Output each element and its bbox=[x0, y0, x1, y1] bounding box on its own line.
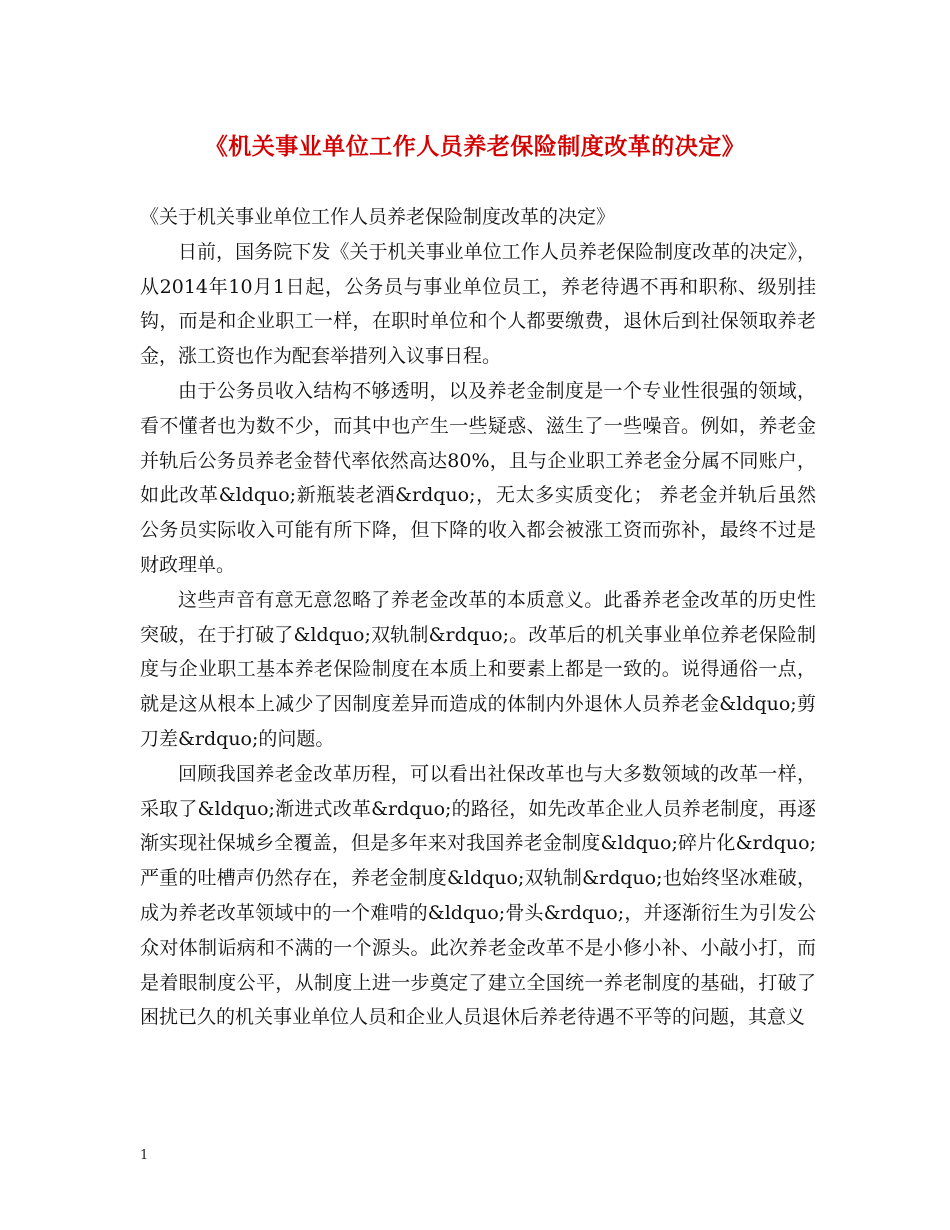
document-subtitle: 《关于机关事业单位工作人员养老保险制度改革的决定》 bbox=[140, 206, 616, 228]
paragraph: 日前，国务院下发《关于机关事业单位工作人员养老保险制度改革的决定》，从2014年10月1日起，公务员与事业单位员工，养老待遇不再和职称、级别挂钩，而是和企业职工一样，在职时单位和个人都要缴费，退休后到社保领取养老金，涨工资也作为配套举措列入议事日程。 bbox=[140, 240, 816, 368]
paragraph: 这些声音有意无意忽略了养老金改革的本质意义。此番养老金改革的历史性突破，在于打破了&ldquo;双轨制&rdquo;。改革后的机关事业单位养老保险制度与企业职工基本养老保险制度在本质上和要素上都是一致的。说得通俗一点，就是这从根本上减少了因制度差异而造成的体制内外退休人员养老金&ldquo;剪刀差&rdquo;的问题。 bbox=[140, 588, 816, 750]
document-title: 《机关事业单位工作人员养老保险制度改革的决定》 bbox=[204, 133, 746, 160]
page-number: 1 bbox=[140, 1148, 149, 1163]
document-body bbox=[140, 200, 816, 1035]
paragraph: 回顾我国养老金改革历程，可以看出社保改革也与大多数领域的改革一样，采取了&ldquo;渐进式改革&rdquo;的路径，如先改革企业人员养老制度，再逐渐实现社保城乡全覆盖，但是多年来对我国养老金制度&ldquo;碎片化&rdquo;严重的吐槽声仍然存在，养老金制度&ldquo;双轨制&rdquo;也始终坚冰难破，成为养老改革领域中的一个难啃的&ldquo;骨头&rdquo;，并逐渐衍生为引发公众对体制诟病和不满的一个源头。此次养老金改革不是小修小补、小敲小打，而是着眼制度公平，从制度上进一步奠定了建立全国统一养老制度的基础，打破了困扰已久的机关事业单位人员和企业人员退休后养老待遇不平等的问题，其意义 bbox=[140, 762, 816, 1029]
paragraph: 由于公务员收入结构不够透明，以及养老金制度是一个专业性很强的领域，看不懂者也为数不少，而其中也产生一些疑惑、滋生了一些噪音。例如，养老金并轨后公务员养老金替代率依然高达80%，且与企业职工养老金分属不同账户，如此改革&ldquo;新瓶装老酒&rdquo;，无太多实质变化； 养老金并轨后虽然公务员实际收入可能有所下降，但下降的收入都会被涨工资而弥补，最终不过是财政理单。 bbox=[140, 379, 816, 576]
